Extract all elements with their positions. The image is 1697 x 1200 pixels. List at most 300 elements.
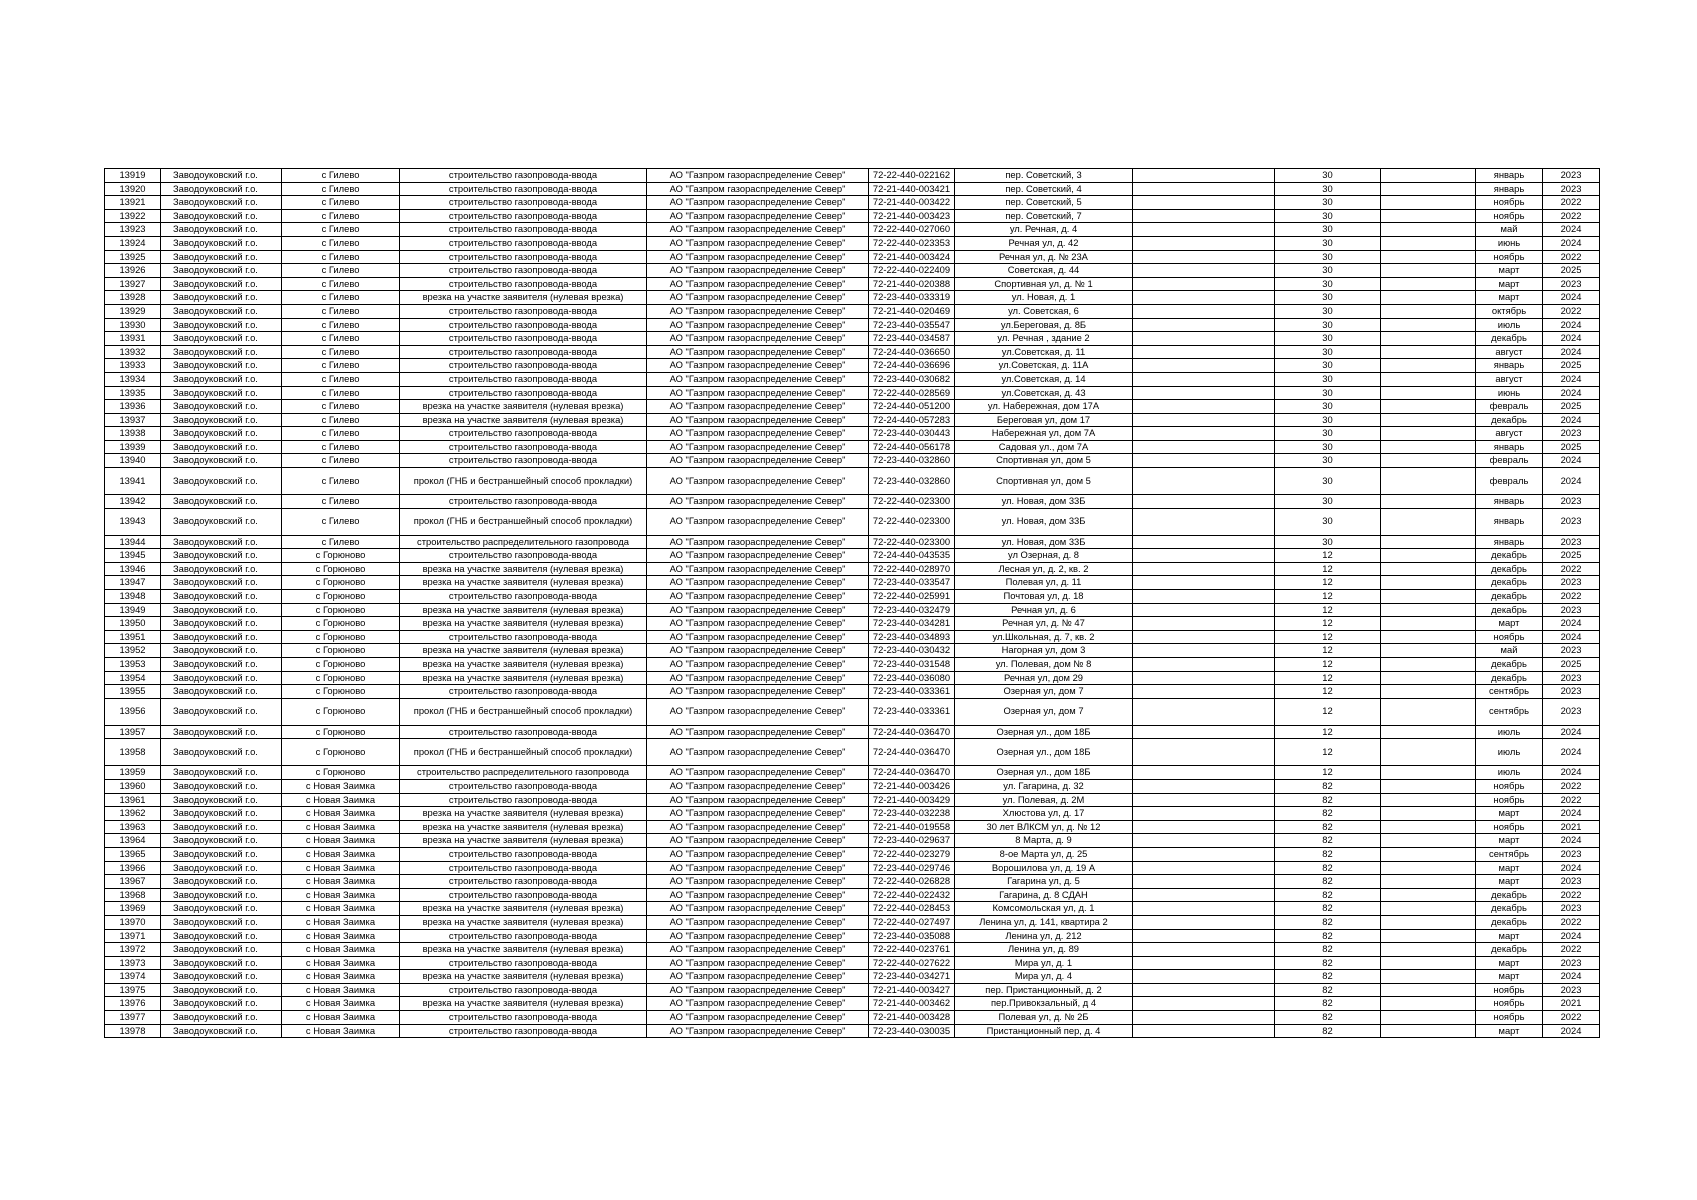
cell-work-type: строительство газопровода-ввода — [400, 725, 647, 739]
cell-empty — [1381, 468, 1476, 495]
cell-contract-number: 72-23-440-030035 — [869, 1024, 955, 1038]
cell-month: сентябрь — [1476, 847, 1543, 861]
cell-empty — [1381, 685, 1476, 699]
cell-distance: 82 — [1275, 983, 1381, 997]
cell-empty — [1381, 739, 1476, 766]
cell-empty — [1381, 169, 1476, 183]
cell-locality: с Гилево — [282, 196, 400, 210]
cell-work-type: врезка на участке заявителя (нулевая врезка) — [400, 576, 647, 590]
cell-organization: АО "Газпром газораспределение Север" — [647, 630, 869, 644]
cell-organization: АО "Газпром газораспределение Север" — [647, 943, 869, 957]
cell-number: 13978 — [105, 1024, 161, 1038]
cell-empty — [1381, 834, 1476, 848]
cell-locality: с Гилево — [282, 386, 400, 400]
cell-empty — [1133, 562, 1275, 576]
cell-distance: 12 — [1275, 562, 1381, 576]
cell-empty — [1133, 617, 1275, 631]
cell-distance: 30 — [1275, 372, 1381, 386]
table-row — [105, 468, 1600, 495]
cell-work-type: врезка на участке заявителя (нулевая врезка) — [400, 834, 647, 848]
cell-empty — [1381, 820, 1476, 834]
cell-month: ноябрь — [1476, 630, 1543, 644]
cell-contract-number: 72-22-440-027060 — [869, 223, 955, 237]
cell-organization: АО "Газпром газораспределение Север" — [647, 793, 869, 807]
cell-organization: АО "Газпром газораспределение Север" — [647, 888, 869, 902]
cell-year: 2023 — [1543, 644, 1600, 658]
cell-contract-number: 72-23-440-035547 — [869, 318, 955, 332]
cell-year: 2024 — [1543, 861, 1600, 875]
cell-locality: с Новая Заимка — [282, 861, 400, 875]
cell-empty — [1133, 495, 1275, 509]
cell-contract-number: 72-24-440-043535 — [869, 549, 955, 563]
cell-locality: с Гилево — [282, 413, 400, 427]
cell-address: ул. Полевая, дом № 8 — [955, 658, 1133, 672]
table-row — [105, 1011, 1600, 1025]
register-table — [104, 168, 1600, 1038]
cell-number: 13929 — [105, 304, 161, 318]
table-row — [105, 454, 1600, 468]
cell-address: Лесная ул, д. 2, кв. 2 — [955, 562, 1133, 576]
cell-work-type: строительство газопровода-ввода — [400, 779, 647, 793]
table-row — [105, 427, 1600, 441]
table-row — [105, 929, 1600, 943]
cell-month: июль — [1476, 318, 1543, 332]
cell-organization: АО "Газпром газораспределение Север" — [647, 169, 869, 183]
cell-address: пер.Привокзальный, д 4 — [955, 997, 1133, 1011]
cell-empty — [1381, 902, 1476, 916]
cell-organization: АО "Газпром газораспределение Север" — [647, 698, 869, 725]
cell-organization: АО "Газпром газораспределение Север" — [647, 902, 869, 916]
cell-district: Заводоуковский г.о. — [161, 943, 282, 957]
cell-year: 2024 — [1543, 454, 1600, 468]
cell-year: 2024 — [1543, 223, 1600, 237]
cell-locality: с Горюново — [282, 549, 400, 563]
cell-contract-number: 72-24-440-036696 — [869, 359, 955, 373]
cell-distance: 82 — [1275, 847, 1381, 861]
cell-district: Заводоуковский г.о. — [161, 209, 282, 223]
table-row — [105, 793, 1600, 807]
cell-number: 13954 — [105, 671, 161, 685]
cell-organization: АО "Газпром газораспределение Север" — [647, 725, 869, 739]
cell-district: Заводоуковский г.о. — [161, 304, 282, 318]
cell-number: 13944 — [105, 535, 161, 549]
cell-empty — [1133, 264, 1275, 278]
cell-month: август — [1476, 427, 1543, 441]
cell-year: 2024 — [1543, 739, 1600, 766]
cell-contract-number: 72-24-440-036650 — [869, 345, 955, 359]
cell-address: Полевая ул, д. № 2Б — [955, 1011, 1133, 1025]
cell-empty — [1381, 386, 1476, 400]
cell-organization: АО "Газпром газораспределение Север" — [647, 277, 869, 291]
cell-district: Заводоуковский г.о. — [161, 807, 282, 821]
cell-organization: АО "Газпром газораспределение Север" — [647, 386, 869, 400]
cell-empty — [1133, 590, 1275, 604]
table-row — [105, 535, 1600, 549]
cell-month: ноябрь — [1476, 820, 1543, 834]
cell-number: 13922 — [105, 209, 161, 223]
cell-empty — [1381, 929, 1476, 943]
cell-number: 13948 — [105, 590, 161, 604]
cell-organization: АО "Газпром газораспределение Север" — [647, 440, 869, 454]
cell-year: 2024 — [1543, 766, 1600, 780]
cell-address: ул. Полевая, д. 2М — [955, 793, 1133, 807]
cell-month: ноябрь — [1476, 997, 1543, 1011]
cell-address: Мира ул, д. 4 — [955, 970, 1133, 984]
cell-month: ноябрь — [1476, 209, 1543, 223]
cell-work-type: строительство газопровода-ввода — [400, 277, 647, 291]
cell-contract-number: 72-23-440-034893 — [869, 630, 955, 644]
cell-empty — [1381, 372, 1476, 386]
cell-district: Заводоуковский г.о. — [161, 861, 282, 875]
cell-address: Хлюстова ул, д. 17 — [955, 807, 1133, 821]
cell-empty — [1133, 209, 1275, 223]
cell-address: пер. Советский, 4 — [955, 182, 1133, 196]
cell-distance: 30 — [1275, 223, 1381, 237]
cell-month: февраль — [1476, 468, 1543, 495]
cell-organization: АО "Газпром газораспределение Север" — [647, 779, 869, 793]
cell-year: 2023 — [1543, 698, 1600, 725]
cell-work-type: строительство газопровода-ввода — [400, 847, 647, 861]
cell-month: март — [1476, 929, 1543, 943]
cell-work-type: врезка на участке заявителя (нулевая врезка) — [400, 915, 647, 929]
cell-contract-number: 72-23-440-034281 — [869, 617, 955, 631]
cell-empty — [1381, 359, 1476, 373]
cell-locality: с Гилево — [282, 223, 400, 237]
cell-year: 2025 — [1543, 359, 1600, 373]
table-row — [105, 304, 1600, 318]
cell-work-type: строительство газопровода-ввода — [400, 236, 647, 250]
cell-address: Комсомольская ул, д. 1 — [955, 902, 1133, 916]
cell-distance: 82 — [1275, 834, 1381, 848]
cell-empty — [1133, 644, 1275, 658]
cell-month: январь — [1476, 182, 1543, 196]
cell-contract-number: 72-22-440-028970 — [869, 562, 955, 576]
cell-distance: 82 — [1275, 997, 1381, 1011]
cell-number: 13969 — [105, 902, 161, 916]
cell-year: 2022 — [1543, 209, 1600, 223]
cell-district: Заводоуковский г.о. — [161, 440, 282, 454]
cell-month: март — [1476, 807, 1543, 821]
cell-year: 2025 — [1543, 549, 1600, 563]
cell-work-type: врезка на участке заявителя (нулевая врезка) — [400, 997, 647, 1011]
cell-month: январь — [1476, 440, 1543, 454]
cell-work-type: строительство газопровода-ввода — [400, 223, 647, 237]
cell-locality: с Новая Заимка — [282, 834, 400, 848]
cell-empty — [1381, 847, 1476, 861]
cell-year: 2023 — [1543, 508, 1600, 535]
cell-year: 2022 — [1543, 250, 1600, 264]
cell-month: январь — [1476, 508, 1543, 535]
table-row — [105, 209, 1600, 223]
cell-contract-number: 72-21-440-019558 — [869, 820, 955, 834]
cell-month: декабрь — [1476, 576, 1543, 590]
cell-empty — [1133, 277, 1275, 291]
cell-empty — [1381, 888, 1476, 902]
cell-district: Заводоуковский г.о. — [161, 508, 282, 535]
cell-empty — [1133, 1024, 1275, 1038]
cell-contract-number: 72-23-440-032860 — [869, 454, 955, 468]
cell-address: ул. Набережная, дом 17А — [955, 400, 1133, 414]
cell-month: декабрь — [1476, 658, 1543, 672]
cell-district: Заводоуковский г.о. — [161, 495, 282, 509]
cell-month: март — [1476, 956, 1543, 970]
cell-number: 13958 — [105, 739, 161, 766]
table-row — [105, 698, 1600, 725]
cell-year: 2024 — [1543, 386, 1600, 400]
cell-month: ноябрь — [1476, 1011, 1543, 1025]
cell-year: 2025 — [1543, 400, 1600, 414]
cell-distance: 82 — [1275, 943, 1381, 957]
cell-organization: АО "Газпром газораспределение Север" — [647, 603, 869, 617]
cell-contract-number: 72-21-440-003422 — [869, 196, 955, 210]
cell-empty — [1133, 807, 1275, 821]
cell-address: Озерная ул., дом 18Б — [955, 725, 1133, 739]
cell-number: 13919 — [105, 169, 161, 183]
cell-empty — [1133, 671, 1275, 685]
cell-empty — [1381, 807, 1476, 821]
cell-year: 2023 — [1543, 576, 1600, 590]
cell-distance: 12 — [1275, 671, 1381, 685]
cell-empty — [1133, 359, 1275, 373]
cell-month: январь — [1476, 359, 1543, 373]
cell-number: 13937 — [105, 413, 161, 427]
cell-number: 13940 — [105, 454, 161, 468]
cell-empty — [1133, 250, 1275, 264]
cell-year: 2023 — [1543, 847, 1600, 861]
cell-district: Заводоуковский г.о. — [161, 236, 282, 250]
cell-work-type: строительство газопровода-ввода — [400, 250, 647, 264]
cell-district: Заводоуковский г.о. — [161, 698, 282, 725]
cell-contract-number: 72-23-440-032238 — [869, 807, 955, 821]
table-row — [105, 725, 1600, 739]
cell-district: Заводоуковский г.о. — [161, 182, 282, 196]
cell-contract-number: 72-23-440-029637 — [869, 834, 955, 848]
cell-contract-number: 72-22-440-023761 — [869, 943, 955, 957]
cell-district: Заводоуковский г.о. — [161, 739, 282, 766]
cell-number: 13941 — [105, 468, 161, 495]
cell-organization: АО "Газпром газораспределение Север" — [647, 291, 869, 305]
cell-empty — [1133, 779, 1275, 793]
cell-organization: АО "Газпром газораспределение Север" — [647, 847, 869, 861]
cell-organization: АО "Газпром газораспределение Север" — [647, 658, 869, 672]
cell-distance: 30 — [1275, 345, 1381, 359]
cell-month: ноябрь — [1476, 983, 1543, 997]
cell-empty — [1381, 658, 1476, 672]
table-row — [105, 372, 1600, 386]
cell-number: 13977 — [105, 1011, 161, 1025]
cell-distance: 30 — [1275, 304, 1381, 318]
cell-number: 13930 — [105, 318, 161, 332]
table-row — [105, 915, 1600, 929]
cell-year: 2022 — [1543, 196, 1600, 210]
cell-month: март — [1476, 970, 1543, 984]
cell-locality: с Гилево — [282, 169, 400, 183]
cell-district: Заводоуковский г.о. — [161, 847, 282, 861]
cell-empty — [1133, 291, 1275, 305]
cell-number: 13928 — [105, 291, 161, 305]
cell-month: январь — [1476, 169, 1543, 183]
cell-locality: с Гилево — [282, 277, 400, 291]
cell-empty — [1133, 902, 1275, 916]
cell-empty — [1381, 875, 1476, 889]
cell-month: ноябрь — [1476, 196, 1543, 210]
cell-month: март — [1476, 834, 1543, 848]
cell-distance: 30 — [1275, 250, 1381, 264]
cell-year: 2021 — [1543, 997, 1600, 1011]
cell-empty — [1133, 440, 1275, 454]
cell-year: 2023 — [1543, 685, 1600, 699]
cell-distance: 30 — [1275, 495, 1381, 509]
cell-address: Озерная ул., дом 18Б — [955, 766, 1133, 780]
cell-district: Заводоуковский г.о. — [161, 169, 282, 183]
cell-year: 2024 — [1543, 291, 1600, 305]
table-row — [105, 400, 1600, 414]
cell-year: 2023 — [1543, 956, 1600, 970]
cell-district: Заводоуковский г.о. — [161, 277, 282, 291]
cell-locality: с Гилево — [282, 236, 400, 250]
cell-organization: АО "Газпром газораспределение Север" — [647, 590, 869, 604]
cell-contract-number: 72-24-440-056178 — [869, 440, 955, 454]
cell-locality: с Гилево — [282, 495, 400, 509]
cell-number: 13925 — [105, 250, 161, 264]
cell-number: 13963 — [105, 820, 161, 834]
table-row — [105, 943, 1600, 957]
cell-empty — [1133, 454, 1275, 468]
cell-address: Спортивная ул, дом 5 — [955, 468, 1133, 495]
cell-contract-number: 72-22-440-023300 — [869, 508, 955, 535]
cell-address: ул. Новая, дом 33Б — [955, 535, 1133, 549]
cell-district: Заводоуковский г.о. — [161, 372, 282, 386]
cell-work-type: врезка на участке заявителя (нулевая врезка) — [400, 671, 647, 685]
cell-work-type: врезка на участке заявителя (нулевая врезка) — [400, 400, 647, 414]
cell-number: 13973 — [105, 956, 161, 970]
cell-locality: с Гилево — [282, 454, 400, 468]
cell-distance: 12 — [1275, 603, 1381, 617]
cell-locality: с Горюново — [282, 576, 400, 590]
cell-organization: АО "Газпром газораспределение Север" — [647, 250, 869, 264]
cell-work-type: строительство газопровода-ввода — [400, 440, 647, 454]
cell-address: Пристанционный пер, д. 4 — [955, 1024, 1133, 1038]
cell-district: Заводоуковский г.о. — [161, 888, 282, 902]
table-row — [105, 766, 1600, 780]
cell-empty — [1133, 318, 1275, 332]
cell-month: март — [1476, 875, 1543, 889]
cell-number: 13947 — [105, 576, 161, 590]
cell-year: 2022 — [1543, 793, 1600, 807]
cell-locality: с Горюново — [282, 644, 400, 658]
table-row — [105, 834, 1600, 848]
cell-year: 2023 — [1543, 535, 1600, 549]
cell-district: Заводоуковский г.о. — [161, 291, 282, 305]
cell-empty — [1133, 915, 1275, 929]
cell-contract-number: 72-22-440-022432 — [869, 888, 955, 902]
cell-district: Заводоуковский г.о. — [161, 318, 282, 332]
cell-address: Мира ул, д. 1 — [955, 956, 1133, 970]
cell-district: Заводоуковский г.о. — [161, 725, 282, 739]
cell-work-type: строительство распределительного газопровода — [400, 766, 647, 780]
cell-address: ул. Советская, 6 — [955, 304, 1133, 318]
cell-empty — [1381, 223, 1476, 237]
cell-empty — [1133, 888, 1275, 902]
cell-address: Ленина ул, д. 141, квартира 2 — [955, 915, 1133, 929]
cell-empty — [1381, 603, 1476, 617]
cell-address: пер. Пристанционный, д. 2 — [955, 983, 1133, 997]
cell-work-type: строительство газопровода-ввода — [400, 685, 647, 699]
cell-empty — [1381, 440, 1476, 454]
cell-distance: 12 — [1275, 617, 1381, 631]
cell-number: 13921 — [105, 196, 161, 210]
cell-contract-number: 72-23-440-030432 — [869, 644, 955, 658]
cell-contract-number: 72-22-440-026828 — [869, 875, 955, 889]
cell-empty — [1381, 590, 1476, 604]
cell-district: Заводоуковский г.о. — [161, 915, 282, 929]
cell-contract-number: 72-23-440-032860 — [869, 468, 955, 495]
cell-year: 2022 — [1543, 590, 1600, 604]
cell-empty — [1133, 847, 1275, 861]
cell-empty — [1381, 413, 1476, 427]
cell-locality: с Гилево — [282, 250, 400, 264]
cell-contract-number: 72-21-440-003421 — [869, 182, 955, 196]
cell-number: 13959 — [105, 766, 161, 780]
cell-address: Почтовая ул, д. 18 — [955, 590, 1133, 604]
cell-locality: с Горюново — [282, 739, 400, 766]
cell-year: 2023 — [1543, 902, 1600, 916]
cell-address: Нагорная ул, дом 3 — [955, 644, 1133, 658]
cell-locality: с Новая Заимка — [282, 929, 400, 943]
cell-month: март — [1476, 264, 1543, 278]
cell-organization: АО "Газпром газораспределение Север" — [647, 359, 869, 373]
cell-number: 13920 — [105, 182, 161, 196]
cell-organization: АО "Газпром газораспределение Север" — [647, 562, 869, 576]
cell-number: 13945 — [105, 549, 161, 563]
cell-district: Заводоуковский г.о. — [161, 630, 282, 644]
cell-empty — [1381, 209, 1476, 223]
table-row — [105, 603, 1600, 617]
cell-work-type: врезка на участке заявителя (нулевая врезка) — [400, 902, 647, 916]
cell-district: Заводоуковский г.о. — [161, 766, 282, 780]
cell-year: 2023 — [1543, 603, 1600, 617]
cell-address: ул. Гагарина, д. 32 — [955, 779, 1133, 793]
cell-distance: 30 — [1275, 386, 1381, 400]
cell-empty — [1133, 169, 1275, 183]
cell-month: март — [1476, 1024, 1543, 1038]
cell-empty — [1381, 725, 1476, 739]
cell-number: 13924 — [105, 236, 161, 250]
cell-empty — [1133, 739, 1275, 766]
cell-work-type: строительство газопровода-ввода — [400, 793, 647, 807]
cell-month: июль — [1476, 766, 1543, 780]
cell-organization: АО "Газпром газораспределение Север" — [647, 400, 869, 414]
cell-contract-number: 72-23-440-029746 — [869, 861, 955, 875]
cell-address: ул.Советская, д. 11А — [955, 359, 1133, 373]
cell-distance: 82 — [1275, 779, 1381, 793]
cell-contract-number: 72-23-440-036080 — [869, 671, 955, 685]
cell-number: 13955 — [105, 685, 161, 699]
table-row — [105, 779, 1600, 793]
table-row — [105, 291, 1600, 305]
cell-distance: 30 — [1275, 427, 1381, 441]
cell-locality: с Новая Заимка — [282, 820, 400, 834]
cell-empty — [1381, 196, 1476, 210]
cell-empty — [1133, 468, 1275, 495]
cell-contract-number: 72-21-440-003423 — [869, 209, 955, 223]
cell-work-type: строительство газопровода-ввода — [400, 359, 647, 373]
cell-distance: 30 — [1275, 332, 1381, 346]
cell-distance: 30 — [1275, 236, 1381, 250]
cell-number: 13961 — [105, 793, 161, 807]
cell-month: февраль — [1476, 400, 1543, 414]
cell-address: Речная ул, дом 29 — [955, 671, 1133, 685]
